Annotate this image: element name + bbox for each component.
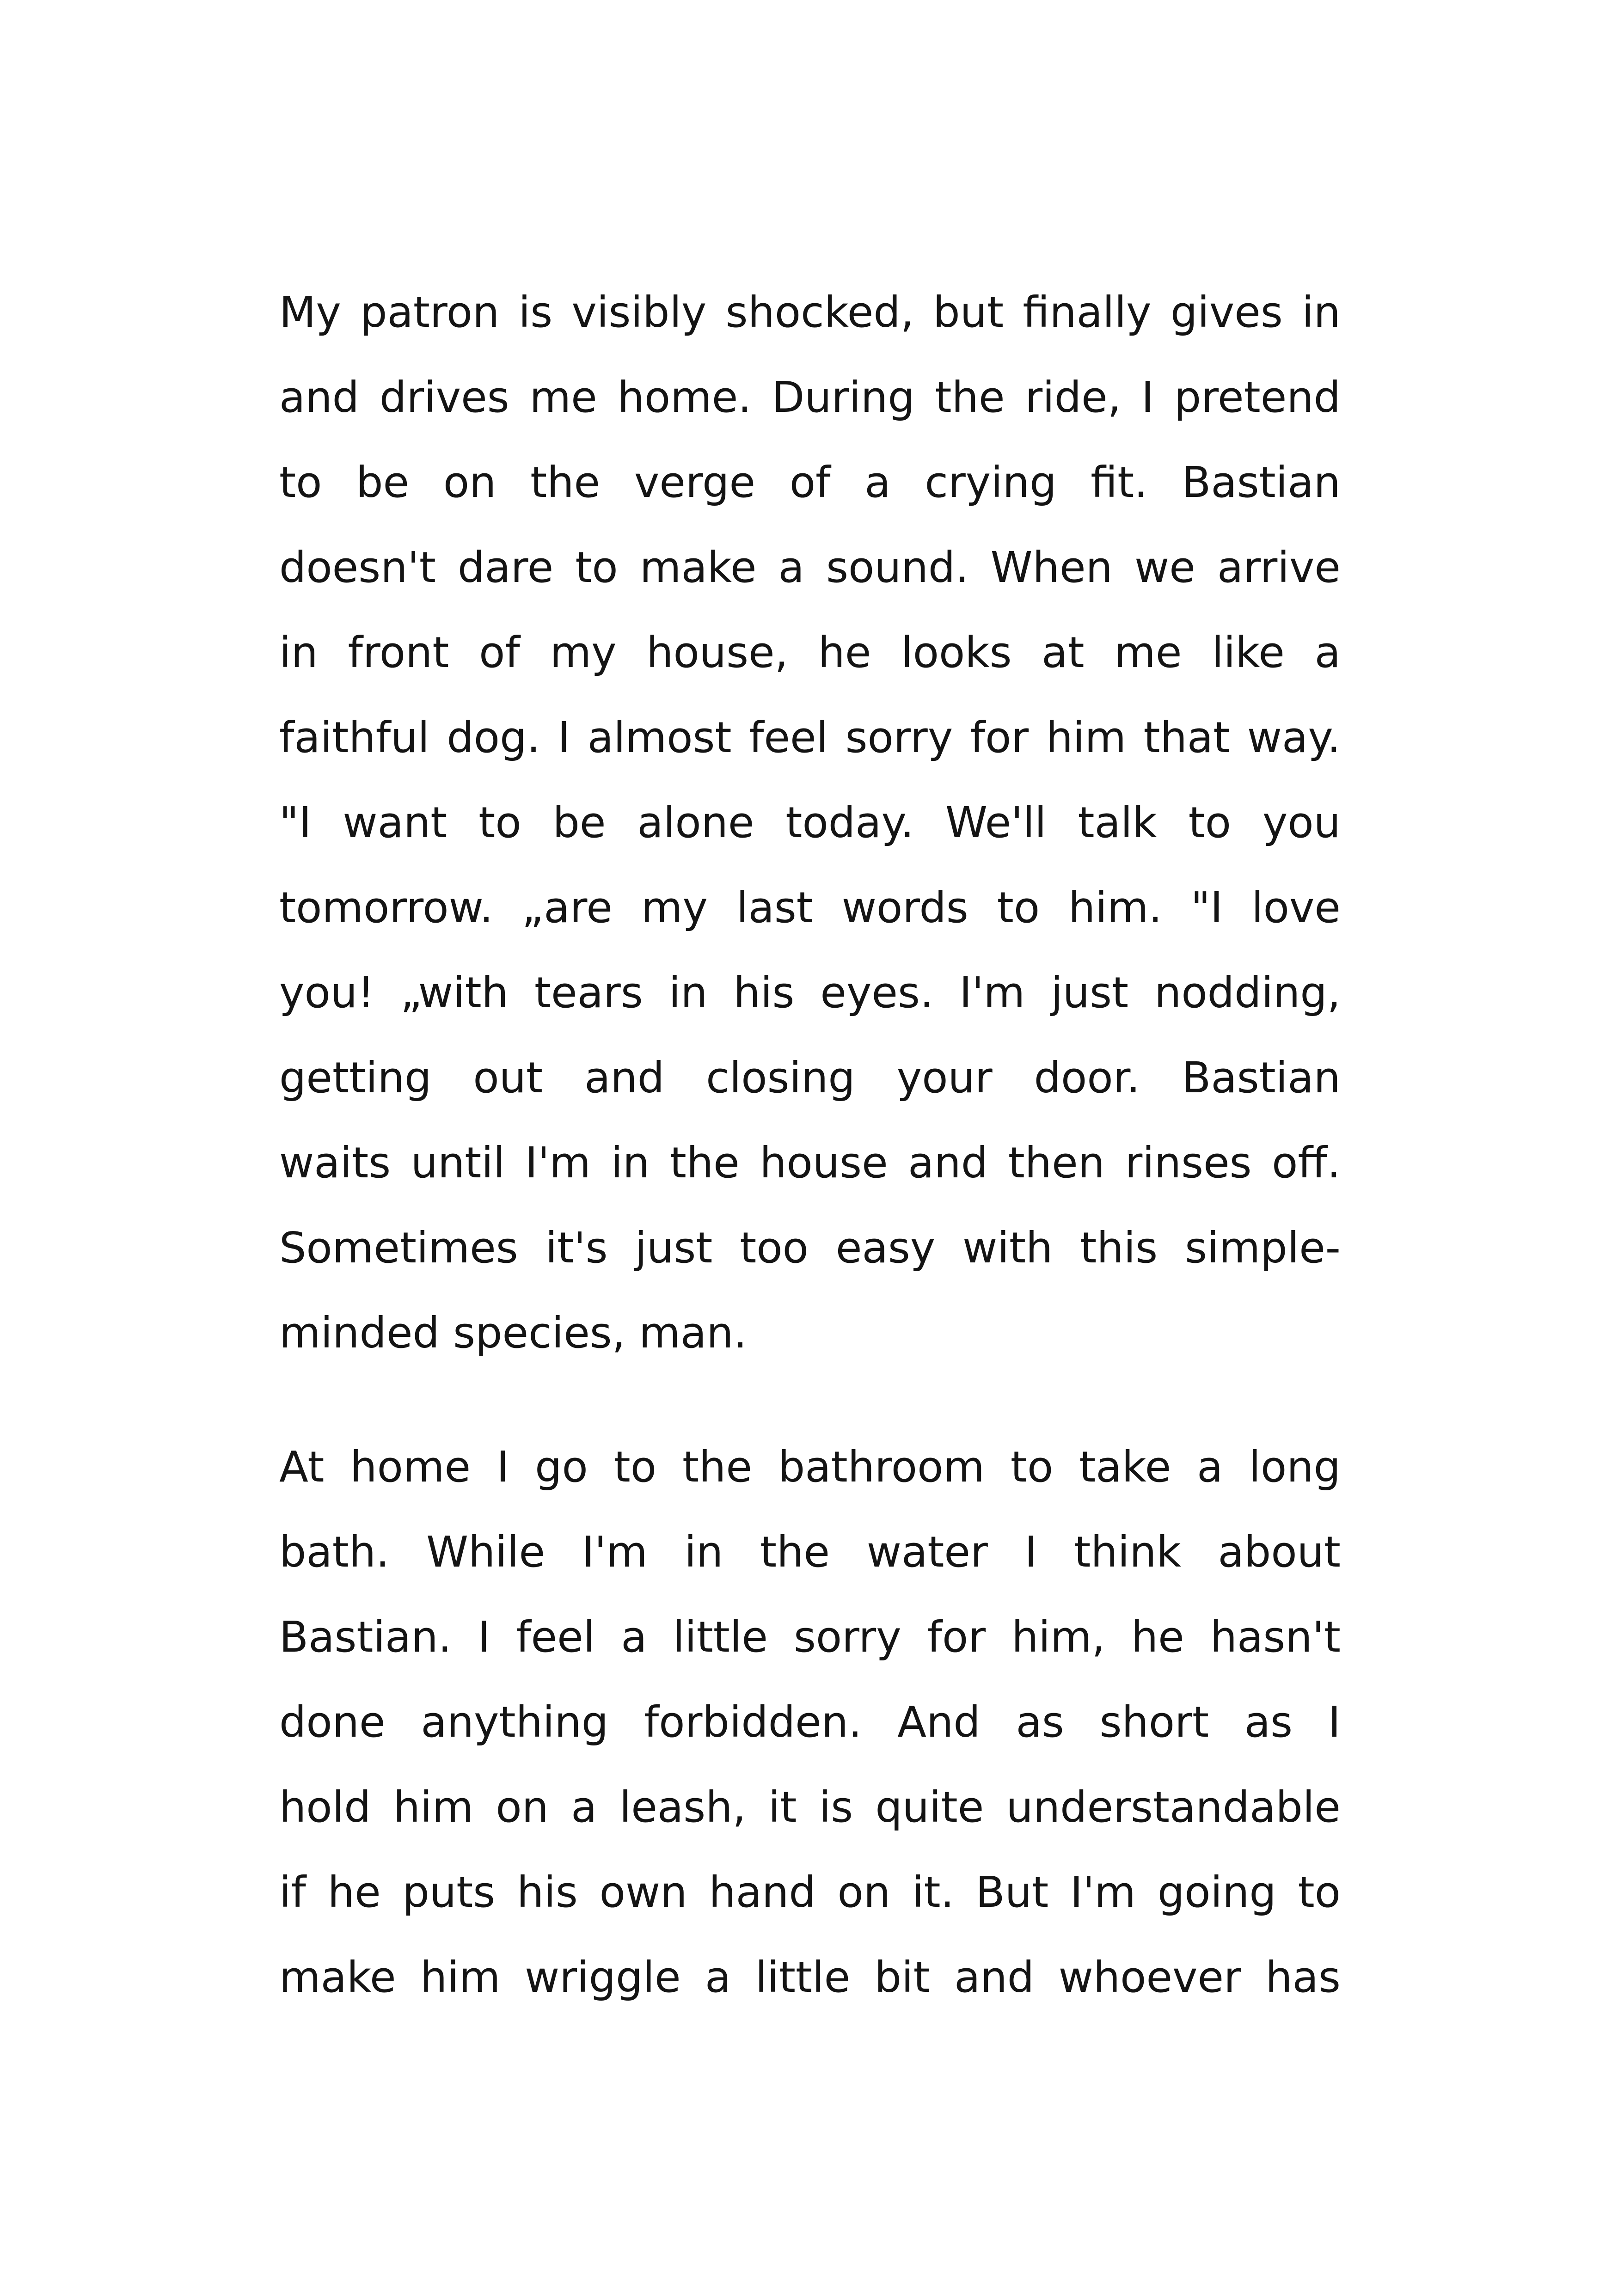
paragraph-line: in front of my house, he looks at me like a [279, 628, 1341, 677]
paragraph-line: minded species, man. [279, 1308, 747, 1358]
paragraph-line: At home I go to the bathroom to take a long [279, 1442, 1341, 1492]
paragraph-2 [279, 1425, 1341, 2020]
paragraph-line: faithful dog. I almost feel sorry for him that way. [279, 713, 1341, 762]
paragraph-line: done anything forbidden. And as short as I [279, 1697, 1341, 1747]
paragraph-line: to be on the verge of a crying fit. Bastian [279, 458, 1341, 507]
paragraph-line: bath. While I'm in the water I think about [279, 1527, 1341, 1577]
paragraph-line: and drives me home. During the ride, I pretend [279, 373, 1341, 422]
paragraph-1 [279, 270, 1341, 1376]
paragraph-line: My patron is visibly shocked, but finally gives in [279, 288, 1341, 337]
paragraph-line: "I want to be alone today. We'll talk to you [279, 798, 1341, 847]
paragraph-line: waits until I'm in the house and then rinses off. [279, 1138, 1341, 1188]
paragraph-line: Bastian. I feel a little sorry for him, he hasn't [279, 1612, 1341, 1662]
paragraph-line: you! „with tears in his eyes. I'm just nodding, [279, 968, 1341, 1017]
paragraph-line: Sometimes it's just too easy with this simple- [279, 1223, 1341, 1273]
paragraph-line: hold him on a leash, it is quite understandable [279, 1782, 1341, 1832]
paragraph-line: getting out and closing your door. Bastian [279, 1053, 1341, 1102]
paragraph-line: if he puts his own hand on it. But I'm going to [279, 1867, 1341, 1917]
paragraph-line: doesn't dare to make a sound. When we arrive [279, 543, 1341, 592]
paragraph-line: tomorrow. „are my last words to him. "I love [279, 883, 1341, 932]
paragraph-line: make him wriggle a little bit and whoever has [279, 1953, 1341, 2002]
